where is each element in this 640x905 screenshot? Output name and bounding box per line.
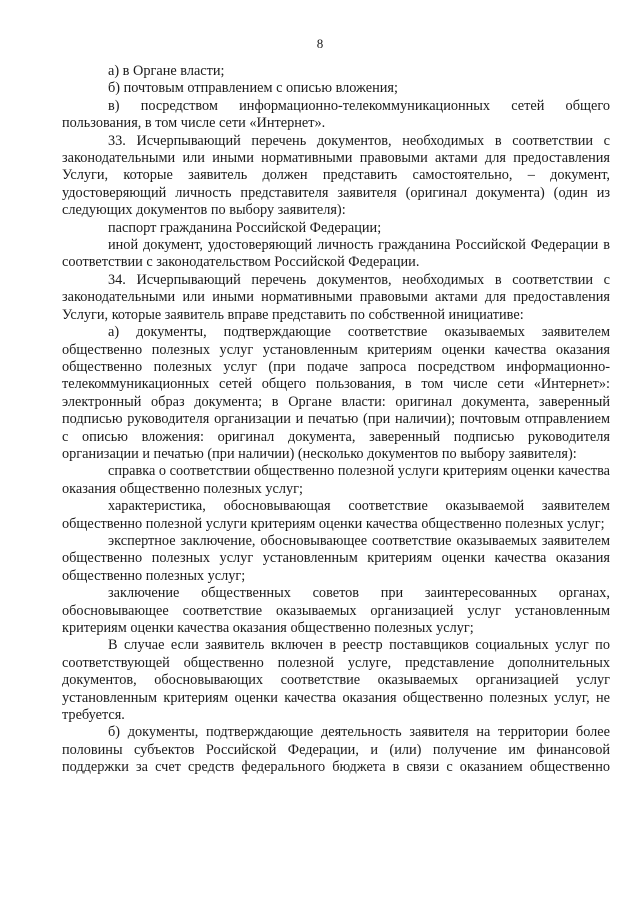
paragraph-item-a-organ: а) в Органе власти; (108, 63, 225, 79)
page-number: 8 (316, 36, 324, 51)
paragraph-item-v-internet: в) посредством информационно-телекоммуникационных сетей общего пользования, в том числе сети «Интернет». (62, 97, 610, 132)
paragraph-item-b-activity: б) документы, подтверждающие деятельность заявителя на территории более половины субъектов Российской Федерации, и (или) получение им финансовой поддержки за счет средств федерального бюджета в связи с оказанием общественно (62, 724, 610, 776)
paragraph-characteristic: характеристика, обосновывающая соответствие оказываемой заявителем общественно полезной услуги критериям оценки качества общественно полезных услуг; (62, 498, 610, 532)
paragraph-expert-conclusion: экспертное заключение, обосновывающее соответствие оказываемых заявителем общественно полезных услуг установленным критериям оценки качества оказания общественно полезных услуг; (62, 532, 610, 584)
paragraph-item-a-documents: а) документы, подтверждающие соответствие оказываемых заявителем общественно полезных услуг установленным критериям оценки качества оказания общественно полезных услуг (при подаче запроса посредством информационно-телекоммуникационных сетей общего пользования, в том числе сети «Интернет»: электронный образ документа; в Органе власти: оригинал документа, заверенный подписью руководителя организации и печатью (при наличии); почтовым отправлением с описью вложения: оригинал документа, заверенный подписью руководителя организации и печатью (при наличии) (несколько документов по выбору заявителя): (62, 324, 610, 462)
paragraph-other-id-document: иной документ, удостоверяющий личность гражданина Российской Федерации в соответствии с законодательством Российской Федерации. (62, 237, 610, 271)
paragraph-clause-33: 33. Исчерпывающий перечень документов, необходимых в соответствии с законодательными или иными нормативными правовыми актами для предоставления Услуги, которые заявитель должен представить самостоятельно, – документ, удостоверяющий личность представителя заявителя (оригинал документа) (один из следующих документов по выбору заявителя): (62, 132, 610, 219)
paragraph-registry-exception: В случае если заявитель включен в реестр поставщиков социальных услуг по соответствующей общественно полезной услуге, представление дополнительных документов, обосновывающих соответствие оказываемых организацией услуг установленным критериям оценки качества оказания общественно полезных услуг, не требуется. (62, 637, 610, 724)
document-body (62, 63, 610, 777)
paragraph-clause-34: 34. Исчерпывающий перечень документов, необходимых в соответствии с законодательными или иными нормативными правовыми актами для предоставления Услуги, которые заявитель вправе представить по собственной инициативе: (62, 271, 610, 323)
paragraph-passport: паспорт гражданина Российской Федерации; (108, 219, 382, 236)
paragraph-item-b-postal: б) почтовым отправлением с описью вложения; (108, 80, 398, 97)
paragraph-public-councils: заключение общественных советов при заинтересованных органах, обосновывающее соответствие оказываемых организацией услуг установленным критериям оценки качества оказания общественно полезных услуг; (62, 585, 610, 636)
paragraph-certificate: справка о соответствии общественно полезной услуги критериям оценки качества оказания общественно полезных услуг; (62, 463, 610, 497)
